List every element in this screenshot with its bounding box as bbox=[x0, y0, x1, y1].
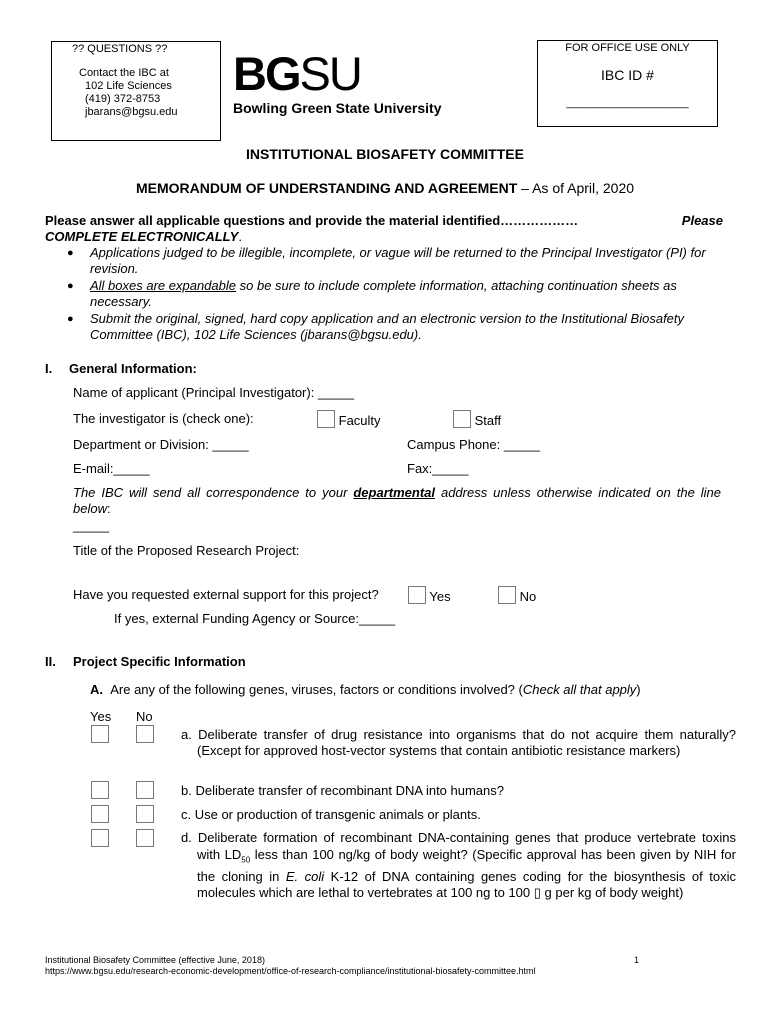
page-number: 1 bbox=[634, 955, 640, 965]
applicant-name-field[interactable]: Name of applicant (Principal Investigator): _____ bbox=[73, 385, 355, 400]
intro-paragraph: Please answer all applicable questions and provide the material identified……………… Please COMPLETE ELECTRONICALLY. ● Applications judged to be illegible, incomplete, or vague will be returned to the Principal Investigator (PI) for revision. ● All boxes are expandable so be sure to include complete information, attaching continuation sheets as necessary. ● Submit the original, signed, hard copy application and an electronic version to the Institutional Biosafety Committee (IBC), 102 Life Sciences (jbarans@bgsu.edu). bbox=[45, 213, 723, 342]
external-no-label: No bbox=[519, 589, 537, 604]
page-subtitle: MEMORANDUM OF UNDERSTANDING AND AGREEMENT – As of April, 2020 bbox=[135, 180, 635, 196]
staff-label: Staff bbox=[474, 413, 502, 428]
item-b-text: b. Deliberate transfer of recombinant DNA into humans? bbox=[181, 783, 505, 798]
external-no-checkbox[interactable] bbox=[498, 586, 516, 604]
external-yes-checkbox[interactable] bbox=[408, 586, 426, 604]
external-yes-label: Yes bbox=[429, 589, 451, 604]
intro-please: Please bbox=[681, 213, 723, 228]
list-item: ● Applications judged to be illegible, incomplete, or vague will be returned to the Principal Investigator (PI) for revision. bbox=[67, 245, 706, 276]
section-1-heading: General Information: bbox=[69, 361, 197, 376]
list-item: ● Submit the original, signed, hard copy application and an electronic version to the Institutional Biosafety Committee (IBC), 102 Life Sciences (jbarans@bgsu.edu). bbox=[67, 311, 685, 342]
funding-source-field[interactable]: If yes, external Funding Agency or Source:_____ bbox=[114, 611, 396, 626]
footer-url[interactable]: https://www.bgsu.edu/research-economic-development/office-of-research-compliance/institutional-biosafety-committee.html bbox=[45, 966, 536, 976]
external-support-question: Have you requested external support for this project? bbox=[73, 587, 379, 602]
page-title: INSTITUTIONAL BIOSAFETY COMMITTEE bbox=[246, 146, 524, 162]
questions-line-2: 102 Life Sciences bbox=[85, 80, 172, 92]
ibc-id-label: IBC ID # bbox=[601, 67, 654, 83]
item-d-text: d. Deliberate formation of recombinant DNA-containing genes that produce vertebrate toxins with $LD_{50}$ less than 100 ng/kg of body weight? (Specific approval has been given by NIH for the cloning in E. coli K-12 of DNA containing genes coding for the biosynthesis of toxic molecules which are lethal to vertebrates at 100 ng to 100 ▯ g per kg of body weight) bbox=[181, 830, 736, 901]
item-c-text: c. Use or production of transgenic animals or plants. bbox=[181, 807, 481, 822]
correspondence-note: The IBC will send all correspondence to your departmental address unless otherwise indicated on the line below: bbox=[73, 485, 721, 516]
item-a-no-checkbox[interactable] bbox=[136, 725, 154, 743]
office-heading: FOR OFFICE USE ONLY bbox=[565, 42, 690, 54]
item-d-no-checkbox[interactable] bbox=[136, 829, 154, 847]
item-c-yes-checkbox[interactable] bbox=[91, 805, 109, 823]
external-no-option[interactable] bbox=[498, 586, 536, 604]
faculty-label: Faculty bbox=[338, 413, 381, 428]
questions-heading: ?? QUESTIONS ?? bbox=[72, 43, 168, 55]
campus-phone-field[interactable]: Campus Phone: _____ bbox=[407, 437, 540, 452]
bgsu-logo bbox=[230, 47, 466, 120]
faculty-checkbox[interactable] bbox=[317, 410, 335, 428]
staff-checkbox[interactable] bbox=[453, 410, 471, 428]
intro-lead: Please answer all applicable questions and provide the material identified……………… bbox=[45, 213, 579, 228]
intro-bullets bbox=[45, 245, 723, 343]
item-d-yes-checkbox[interactable] bbox=[91, 829, 109, 847]
investigator-type-label: The investigator is (check one): bbox=[73, 411, 254, 426]
section-2-numeral: II. bbox=[45, 654, 56, 669]
list-item: ● All boxes are expandable so be sure to include complete information, attaching continuation sheets as necessary. bbox=[67, 278, 677, 309]
item-b-yes-checkbox[interactable] bbox=[91, 781, 109, 799]
external-yes-option[interactable] bbox=[408, 586, 451, 604]
questions-box bbox=[51, 41, 221, 141]
department-field[interactable]: Department or Division: _____ bbox=[73, 437, 249, 452]
question-a: A. Are any of the following genes, viruses, factors or conditions involved? (Check all that apply) bbox=[90, 682, 641, 697]
logo-mark: BGSU bbox=[233, 47, 361, 100]
office-use-box bbox=[537, 40, 718, 127]
item-a-text: a. Deliberate transfer of drug resistance into organisms that do not acquire them naturally? (Except for approved host-vector systems that contain antibiotic resistance markers) bbox=[181, 727, 736, 758]
section-2-heading: Project Specific Information bbox=[73, 654, 246, 669]
faculty-option[interactable] bbox=[317, 410, 381, 428]
item-c-no-checkbox[interactable] bbox=[136, 805, 154, 823]
questions-line-4 bbox=[79, 106, 178, 119]
intro-complete-electronically: COMPLETE ELECTRONICALLY bbox=[45, 229, 239, 244]
staff-option[interactable] bbox=[453, 410, 501, 428]
alternate-address-field[interactable]: _____ bbox=[73, 518, 110, 533]
email-field[interactable]: E-mail:_____ bbox=[73, 461, 150, 476]
column-yes-header: Yes bbox=[90, 709, 112, 724]
ibc-id-blank[interactable]: ____________________ bbox=[566, 97, 689, 109]
questions-line-1: Contact the IBC at bbox=[79, 67, 169, 79]
project-title-field[interactable]: Title of the Proposed Research Project: bbox=[73, 543, 300, 558]
fax-field[interactable]: Fax:_____ bbox=[407, 461, 469, 476]
questions-line-3: (419) 372-8753 bbox=[85, 93, 161, 105]
questions-email-link[interactable]: jbarans@bgsu.edu bbox=[85, 106, 178, 118]
logo-name: Bowling Green State University bbox=[233, 100, 442, 116]
item-a-yes-checkbox[interactable] bbox=[91, 725, 109, 743]
footer-line-1: Institutional Biosafety Committee (effective June, 2018) bbox=[45, 955, 265, 965]
item-b-no-checkbox[interactable] bbox=[136, 781, 154, 799]
column-no-header: No bbox=[136, 709, 153, 724]
section-1-numeral: I. bbox=[45, 361, 53, 376]
